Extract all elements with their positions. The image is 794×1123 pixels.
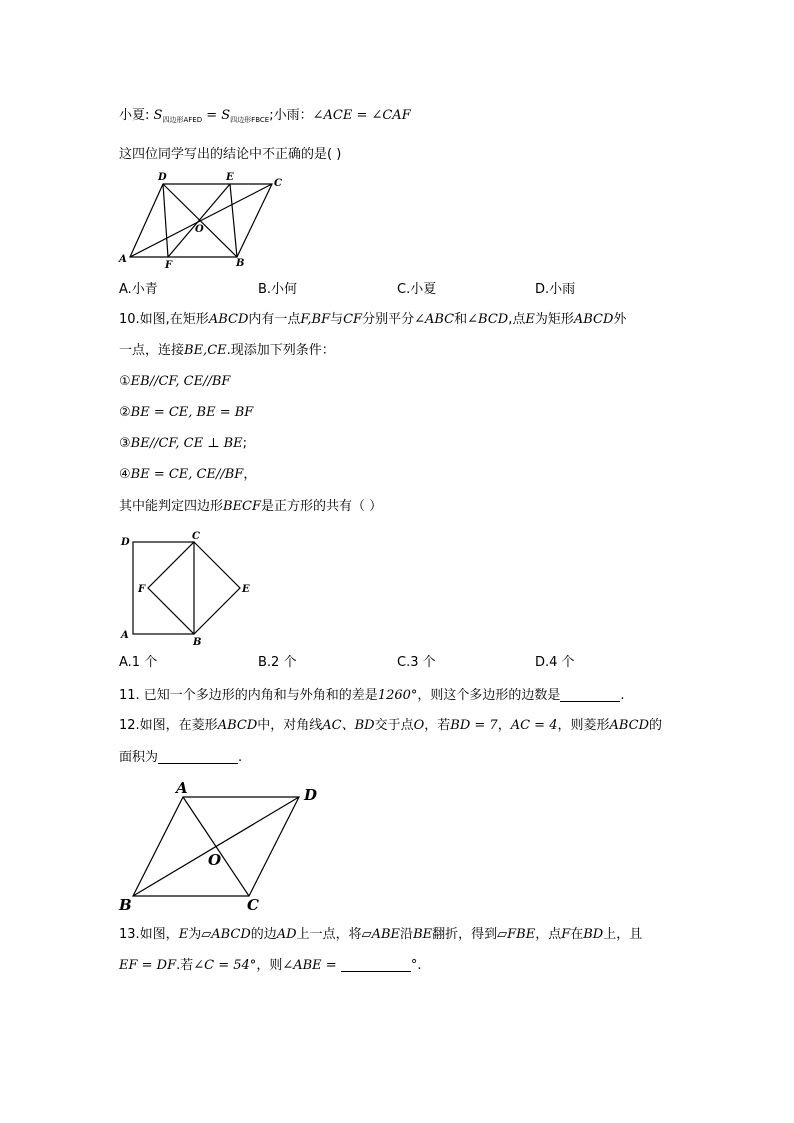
q9-option-a[interactable]: A.小青: [119, 282, 158, 297]
q10-label-c: C: [192, 531, 200, 542]
q9-option-d[interactable]: D.小雨: [535, 282, 576, 297]
q9-label-c: C: [274, 178, 282, 189]
q12-diagonal-bd: [133, 797, 299, 896]
area-formula: $S_{四边形AFED} = S_{四边形FBCE}$: [153, 108, 270, 124]
q9-question: 这四位同学写出的结论中不正确的是( ): [119, 147, 342, 162]
q9-label-b: B: [236, 258, 245, 269]
q10-label-e: E: [242, 584, 250, 595]
q10-option-a[interactable]: A.1 个: [119, 655, 158, 670]
q9-label-o: O: [195, 224, 204, 235]
q12-answer-blank[interactable]: [158, 749, 238, 764]
q10-condition-3: ③BE//CF, CE ⊥ BE;: [119, 436, 248, 451]
q12-line-2: 面积为 .: [119, 750, 243, 765]
q11-question: 11. 已知一个多边形的内角和与外角和的差是1260°，则这个多边形的边数是 .: [119, 688, 625, 703]
q12-label-d: D: [304, 786, 318, 804]
q12-rhombus: [133, 797, 299, 896]
q10-option-d[interactable]: D.4 个: [535, 655, 575, 670]
q12-label-a: A: [176, 779, 188, 797]
q10-quadrilateral-becf: [148, 542, 240, 634]
q9-option-b[interactable]: B.小何: [258, 282, 298, 297]
q12-diagonal-ac: [183, 797, 249, 896]
q9-diagonal-ac: [130, 184, 272, 257]
q10-option-c[interactable]: C.3 个: [397, 655, 436, 670]
q9-segment-ef: [168, 184, 230, 257]
q9-statement-xiaoxia: 小夏: $S_{四边形AFED} = S_{四边形FBCE}$;小雨：∠ACE = ∠CAF: [119, 108, 411, 124]
q12-label-b: B: [119, 896, 132, 914]
q9-parallelogram: [130, 184, 272, 257]
q9-segment-eb: [230, 184, 237, 257]
q12-line-1: 12.如图，在菱形ABCD中，对角线AC、BD交于点O，若BD = 7，AC = 4，则菱形ABCD的: [119, 718, 663, 733]
q13-answer-blank[interactable]: [341, 957, 411, 972]
q9-diagonal-bd: [163, 184, 237, 257]
q10-question: 其中能判定四边形BECF是正方形的共有（ ）: [119, 499, 383, 514]
q10-label-a: A: [121, 630, 129, 641]
q9-option-c[interactable]: C.小夏: [397, 282, 437, 297]
q9-label-e: E: [226, 172, 234, 183]
q9-label-f: F: [165, 260, 173, 271]
q10-condition-4: ④BE = CE, CE//BF，: [119, 467, 257, 482]
q10-condition-1: ①EB//CF, CE//BF: [119, 374, 231, 389]
q12-label-o: O: [208, 851, 222, 869]
q10-line-1: 10.如图,在矩形ABCD内有一点F,BF与CF分别平分∠ABC和∠BCD,点E为矩形ABCD外: [119, 312, 627, 327]
q11-answer-blank[interactable]: [560, 687, 620, 702]
q10-label-d: D: [121, 537, 130, 548]
q10-label-b: B: [193, 637, 202, 648]
q9-label-d: D: [158, 172, 167, 183]
q10-condition-2: ②BE = CE, BE = BF: [119, 405, 254, 420]
q13-line-2: EF = DF.若∠C = 54°，则∠ABE = °.: [119, 958, 422, 973]
angle-formula: ∠ACE = ∠CAF: [312, 108, 411, 123]
q9-label-a: A: [119, 254, 127, 265]
q10-line-2: 一点，连接BE,CE.现添加下列条件：: [119, 343, 335, 358]
q10-rectangle: [133, 542, 194, 634]
q10-option-b[interactable]: B.2 个: [258, 655, 297, 670]
q10-label-f: F: [138, 584, 146, 595]
q9-segment-df: [163, 184, 168, 257]
q12-label-c: C: [247, 896, 259, 914]
q13-line-1: 13.如图，E为▱ABCD的边AD上一点，将▱ABE沿BE翻折，得到▱FBE，点F在BD上，且: [119, 927, 643, 942]
